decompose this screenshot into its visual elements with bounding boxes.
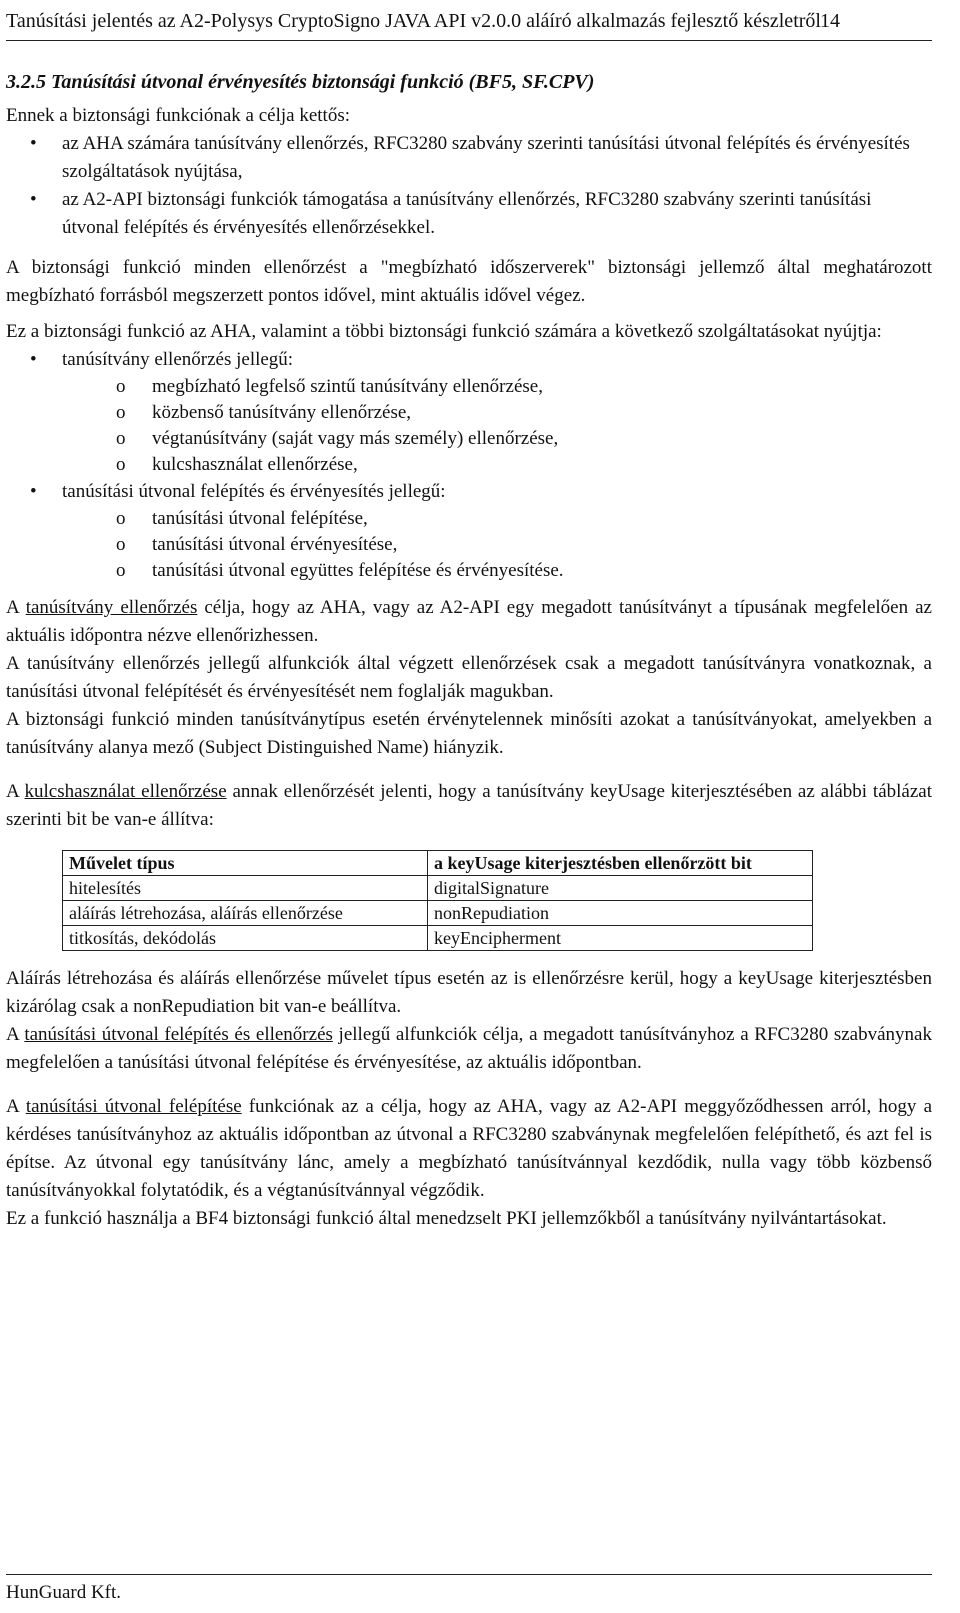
table-header-operation: Művelet típus [63,851,428,876]
path-check-paragraph: A tanúsítási útvonal felépítés és ellenőrzés jellegű alfunkciók célja, a megadott tanúsítványhoz a RFC3280 szabványnak megfelelően a tanúsítási útvonal felépítése és érvényesítése, az aktuális időpontban. [6,1024,932,1073]
bullet-icon: • [30,481,37,502]
header-title: Tanúsítási jelentés az A2-Polysys CryptoSigno JAVA API v2.0.0 aláíró alkalmazás fejlesztő készletről [6,10,821,32]
services-paragraph: Ez a biztonsági funkció az AHA, valamint a többi biztonsági funkció számára a következő szolgáltatásokat nyújtja: [6,321,882,342]
table-cell: digitalSignature [428,876,813,901]
signature-paragraph: Aláírás létrehozása és aláírás ellenőrzése művelet típus esetén az is ellenőrzésre kerül, hogy a keyUsage kiterjesztésben kizárólag csak a nonRepudiation bit van-e beállítva. [6,968,932,1017]
list-item: o tanúsítási útvonal felépítése, [6,506,932,532]
cert-check-scope-paragraph: A tanúsítvány ellenőrzés jellegű alfunkciók által végzett ellenőrzések csak a megadott tanúsítványra vonatkoznak, a tanúsítási útvonal felépítését és érvényesítését nem foglalják magukban. [6,653,932,702]
services-list [6,478,932,506]
circle-bullet-icon: o [116,376,126,397]
list-item: o végtanúsítvány (saját vagy más személy) ellenőrzése, [6,426,932,452]
circle-bullet-icon: o [116,534,126,555]
cert-check-paragraph: A tanúsítvány ellenőrzés célja, hogy az AHA, vagy az A2-API egy megadott tanúsítványt a típusának megfelelően az aktuális időpontra nézve ellenőrizhessen. [6,597,932,646]
table-header-row [63,851,813,876]
circle-bullet-icon: o [116,402,126,423]
page-number: 14 [820,10,840,32]
list-item: o tanúsítási útvonal együttes felépítése és érvényesítése. [6,558,932,584]
term-path-check: tanúsítási útvonal felépítés és ellenőrzés [24,1024,333,1045]
subject-dn-paragraph: A biztonsági funkció minden tanúsítványtípus esetén érvénytelennek minősíti azokat a tanúsítványokat, amelyekben a tanúsítvány alanya mező (Subject Distinguished Name) hiányzik. [6,709,932,758]
path-build-paragraph: A tanúsítási útvonal felépítése funkciónak az a célja, hogy az AHA, vagy az A2-API meggyőződhessen arról, hogy a kérdéses tanúsítványhoz az aktuális időpontban az útvonal a RFC3280 szabványnak megfelelően felépíthető, és azt fel is építse. Az útvonal egy tanúsítvány lánc, amely a megbízható tanúsítvánnyal kezdődik, nulla vagy több közbenső tanúsítványokkal folytatódik, és a végtanúsítvánnyal végződik. [6,1096,933,1201]
footer-divider [6,1574,932,1575]
table-header-bit: a keyUsage kiterjesztésben ellenőrzött bit [428,851,813,876]
document-page [6,0,932,1613]
sub-list [6,506,932,584]
table-row [63,926,813,951]
table-cell: nonRepudiation [428,901,813,926]
term-cert-check: tanúsítvány ellenőrzés [25,597,198,618]
list-item: o kulcshasználat ellenőrzése, [6,452,932,478]
page-footer [6,1574,932,1605]
circle-bullet-icon: o [116,508,126,529]
list-item: o közbenső tanúsítvány ellenőrzése, [6,400,932,426]
goals-list [6,130,932,242]
table-row [63,876,813,901]
header-divider [6,40,932,41]
keyusage-table [62,850,813,951]
list-item: • az AHA számára tanúsítvány ellenőrzés, RFC3280 szabvány szerinti tanúsítási útvonal felépítés és érvényesítés szolgáltatások nyújtása, [6,130,932,186]
table-cell: hitelesítés [63,876,428,901]
circle-bullet-icon: o [116,560,126,581]
table-cell: titkosítás, dekódolás [63,926,428,951]
list-item: • az A2-API biztonsági funkciók támogatása a tanúsítvány ellenőrzés, RFC3280 szabvány szerinti tanúsítási útvonal felépítés és érvényesítés ellenőrzésekkel. [6,186,932,242]
intro-paragraph: Ennek a biztonsági funkciónak a célja kettős: [6,105,350,126]
circle-bullet-icon: o [116,428,126,449]
bullet-icon: • [30,349,37,370]
circle-bullet-icon: o [116,454,126,475]
page-header [6,8,932,42]
table-cell: keyEncipherment [428,926,813,951]
list-item: o tanúsítási útvonal érvényesítése, [6,532,932,558]
table-cell: aláírás létrehozása, aláírás ellenőrzése [63,901,428,926]
section-heading: 3.2.5 Tanúsítási útvonal érvényesítés biztonsági funkció (BF5, SF.CPV) [6,71,595,93]
sub-list [6,374,932,478]
table-row [63,901,813,926]
term-keyusage-check: kulcshasználat ellenőrzése [24,781,227,802]
keyusage-paragraph: A kulcshasználat ellenőrzése annak ellenőrzését jelenti, hogy a tanúsítvány keyUsage kiterjesztésében az alábbi táblázat szerinti bit be van-e állítva: [6,781,932,830]
list-item: • tanúsítvány ellenőrzés jellegű: [6,346,932,374]
bullet-icon: • [30,189,37,210]
list-item: o megbízható legfelső szintű tanúsítvány ellenőrzése, [6,374,932,400]
services-list [6,346,932,374]
term-path-build: tanúsítási útvonal felépítése [25,1096,242,1117]
list-item: • tanúsítási útvonal felépítés és érvényesítés jellegű: [6,478,932,506]
footer-company: HunGuard Kft. [6,1582,122,1603]
bf4-paragraph: Ez a funkció használja a BF4 biztonsági funkció által menedzselt PKI jellemzőkből a tanúsítvány nyilvántartásokat. [6,1208,887,1229]
bullet-icon: • [30,133,37,154]
page-content [6,68,932,1233]
time-paragraph: A biztonsági funkció minden ellenőrzést a "megbízható időszerverek" biztonsági jellemző által meghatározott megbízható forrásból megszerzett pontos idővel, mint aktuális idővel végez. [6,257,932,306]
